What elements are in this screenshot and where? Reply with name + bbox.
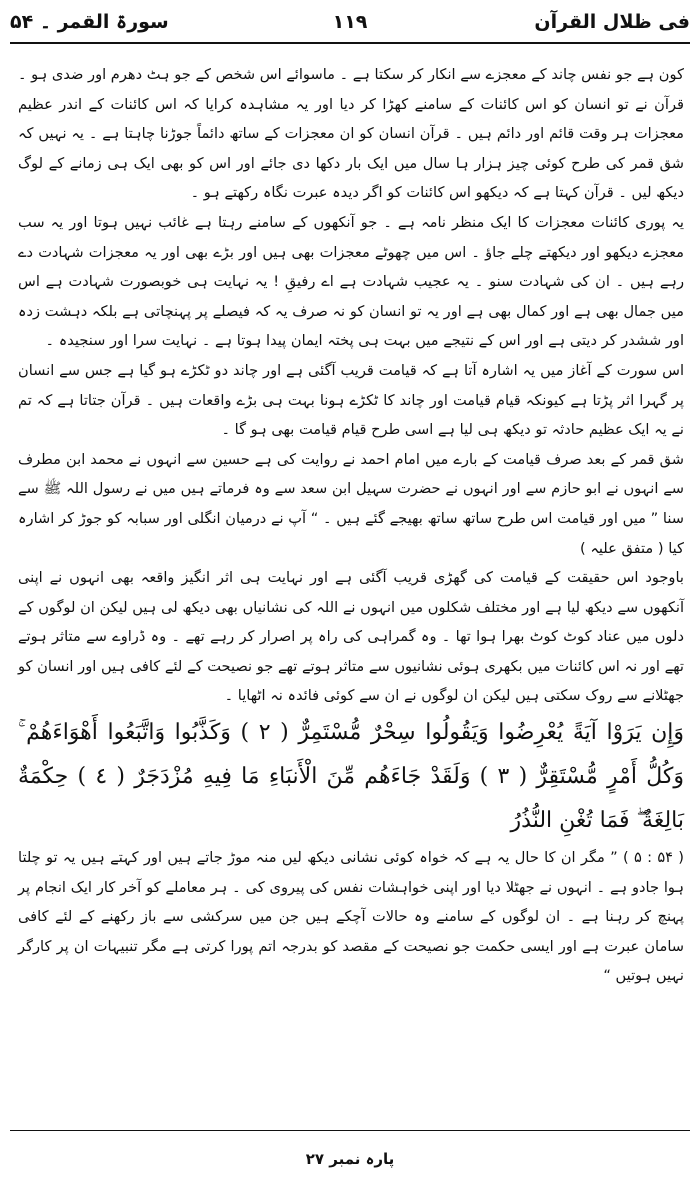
paragraph-6: باوجود اس حقیقت کے قیامت کی گھڑی قریب آگئی ہے اور نہایت ہی اثر انگیز واقعہ بھی انہوں نے اپنی آنکھوں سے دیکھ لیا ہے اور مختلف شکلوں میں انہوں نے اللہ کی نشانیاں بھی دیکھ لی ہیں لیکن ان لوگوں کے دلوں میں عناد کوٹ کوٹ بھرا ہوا تھا ۔ وہ گمراہی کی راہ پر اصرار کر رہے تھے ۔ وہ ڈراوے سے متاثر ہوتے تھے اور نہ اس کائنات میں بکھری ہوئی نشانیوں سے متاثر ہوتے تھے جو نصیحت کے لئے کافی ہیں اور انسان کو جھٹلانے سے روک سکتی ہیں لیکن ان لوگوں نے ان سے کوئی فائدہ نہ اٹھایا ۔: [18, 569, 684, 705]
paragraph-4: اس سورت کے آغاز میں یہ اشارہ آتا ہے کہ قیامت قریب آگئی ہے اور چاند دو ٹکڑے ہو گیا ہے جس سے انسان پر گہرا اثر پڑتا ہے کیونکہ قیام قیامت اور چاند کا ٹکڑے ہونا بہت ہی بڑے واقعات ہیں ۔ قرآن جتاتا ہے کہ تم نے یہ ایک عظیم حادثہ تو دیکھ ہی لیا ہے اسی طرح قیام قیامت بھی ہو گا ۔: [18, 361, 684, 439]
paragraph-1: کون ہے جو نفس چاند کے معجزے سے انکار کر سکتا ہے ۔ ماسوائے اس شخص کے جو ہٹ دھرم اور ضدی ہو ۔: [17, 66, 684, 83]
book-title: فی ظلال القرآن: [534, 11, 690, 33]
quran-verse: وَإِن يَرَوْا آيَةً يُعْرِضُوا وَيَقُولُوا سِحْرٌ مُّسْتَمِرٌّ ( ٢ ) وَكَذَّبُوا وَاتَّبَعُوا أَهْوَاءَهُمْ ۚ وَكُلُّ أَمْرٍ مُّسْتَقِرٌّ ( ٣ ) وَلَقَدْ جَاءَهُم مِّنَ الْأَنبَاءِ مَا فِيهِ مُزْدَجَرٌ ( ٤ ) حِكْمَةٌ بَالِغَةٌ ۖ فَمَا تُغْنِ النُّذُرُ: [18, 720, 684, 834]
page-number: ۱۱۹: [332, 11, 368, 33]
verse-translation: ( ۵۴ : ۵ ) ” مگر ان کا حال یہ ہے کہ خواہ کوئی نشانی دیکھ لیں منہ موڑ جاتے ہیں اور کہتے ہیں یہ تو چلتا ہوا جادو ہے ۔ انہوں نے جھٹلا دیا اور اپنی خواہشات نفس کی پیروی کی ۔ ہر معاملے کو آخر کار ایک انجام پر پہنچ کر رہنا ہے ۔ ان لوگوں کے سامنے وہ حالات آچکے ہیں جن میں سرکشی سے باز رکھنے کے لئے کافی سامان عبرت ہے اور ایسی حکمت جو نصیحت کے مقصد کو بدرجہ اتم پورا کرتی ہے مگر تنبیہات ان پر کارگر نہیں ہوتیں “: [18, 849, 684, 985]
paragraph-5: شق قمر کے بعد صرف قیامت کے بارے میں امام احمد نے روایت کی ہے حسین سے انہوں نے محمد ابن مطرف سے انہوں نے ابو حازم سے اور انہوں نے حضرت سہیل ابن سعد سے وہ فرماتے ہیں میں نے رسول اللہ ﷺ سے سنا ” میں اور قیامت اس طرح ساتھ ساتھ بھیجے گئے ہیں ۔ “ آپ نے درمیان انگلی اور سبابہ کو جوڑ کر اشارہ کیا ( متفق علیہ ): [18, 450, 684, 557]
paragraph-2: قرآن نے تو انسان کو اس کائنات کے سامنے کھڑا کر دیا اور یہ مشاہدہ کرایا کہ اس کائنات کے اندر عظیم معجزات ہر وقت قائم اور دائم ہیں ۔ قرآن انسان کو ان معجزات کے ساتھ دائماً جوڑنا چاہتا ہے ۔ یہ نہیں کہ شق قمر کی طرح کوئی چیز ہزار ہا سال میں ایک بار دکھا دی جائے اور اس کو بھی ایک ہی زمانے کے لوگ دیکھ لیں ۔ قرآن کہتا ہے کہ دیکھو اس کائنات کو اگر دیدہ عبرت نگاہ رکھتے ہو ۔: [18, 95, 684, 202]
footer-divider: [10, 1130, 690, 1131]
paragraph-3: یہ پوری کائنات معجزات کا ایک منظر نامہ ہے ۔ جو آنکھوں کے سامنے رہتا ہے غائب نہیں ہوتا اور یہ سب معجزے دیکھو اور دیکھتے چلے جاؤ ۔ اس میں چھوٹے معجزات بھی ہیں اور بڑے بھی اور یہ معجزات شہادت دے رہے ہیں ۔ ان کی شہادت سنو ۔ یہ عجیب شہادت ہے اے رفیقِ ! یہ نہایت ہی خوبصورت شہادت ہے اس میں جمال بھی ہے اور کمال بھی ہے اور یہ تو انسان کو نہ صرف یہ کہ فیصلے پر پہنچاتی ہے بلکہ دہشت زدہ اور ششدر کر دیتی ہے اور اس کے نتیجے میں بہت ہی پختہ ایمان پیدا ہوتا ہے ۔ نہایت سرا اور سنجیدہ ۔: [18, 213, 684, 350]
surah-title: سورۃ القمر ۔ ۵۴: [10, 11, 169, 33]
para-number: پارہ نمبر ۲۷: [305, 1150, 395, 1168]
main-text: [18, 60, 684, 991]
header-divider: [10, 42, 690, 44]
page-header: [10, 4, 690, 40]
